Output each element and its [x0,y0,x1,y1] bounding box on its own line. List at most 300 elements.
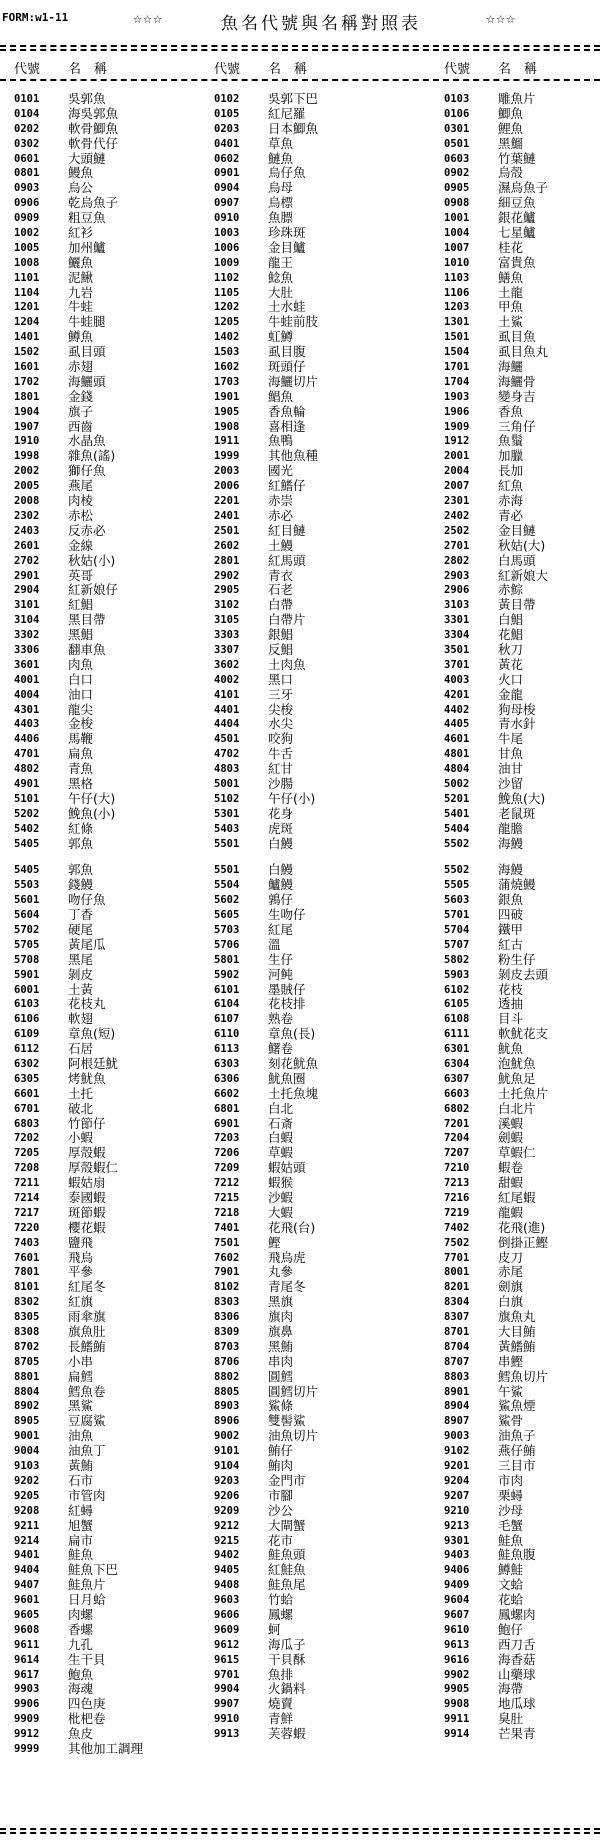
fish-name: 龍蝦 [498,1204,524,1220]
table-row [0,1682,600,1697]
fish-name: 海香菇 [498,1651,536,1667]
fish-name: 肉螺 [68,1606,94,1622]
fish-name: 皮刀 [498,1249,524,1265]
fish-code: 6111 [444,1028,470,1041]
fish-name: 龍尖 [68,701,94,717]
fish-name: 花飛(進) [498,1219,546,1235]
fish-name: 烤魷魚 [68,1070,106,1086]
fish-code: 0902 [444,167,470,180]
fish-name: 鶉仔 [268,892,294,908]
fish-name: 飛烏虎 [268,1249,306,1265]
table-row [0,628,600,643]
fish-name: 紅馬頭 [268,552,306,568]
fish-name: 油魚子 [498,1428,536,1444]
fish-code: 0907 [214,197,240,210]
table-row [0,953,600,968]
fish-name: 翻車魚 [68,641,106,657]
fish-name: 紅魚 [498,478,524,494]
fish-code: 5403 [214,822,240,835]
fish-code: 9206 [214,1489,240,1502]
column-header-row [0,58,600,78]
fish-code: 2301 [444,495,470,508]
fish-name: 扁魚 [68,746,94,762]
table-row [0,1310,600,1325]
fish-code: 7202 [14,1132,40,1145]
fish-name: 燕尾 [68,478,94,494]
table-row [0,1161,600,1176]
fish-name: 土水蛙 [268,299,306,315]
fish-code: 1801 [14,390,40,403]
form-label: FORM:w1-11 [2,11,69,24]
fish-name: 鱒鮭 [498,1562,524,1578]
table-row [0,494,600,509]
fish-code: 5102 [214,792,240,805]
fish-code: 2004 [444,465,470,478]
fish-name: 紅甘 [268,761,294,777]
fish-code: 8905 [14,1415,40,1428]
fish-name: 肉魚 [68,656,94,672]
fish-name: 珍珠斑 [268,225,306,241]
fish-name: 土肉魚 [268,656,306,672]
fish-code: 0302 [14,137,40,150]
fish-code: 5708 [14,953,40,966]
fish-code: 0103 [444,93,470,105]
fish-code: 5405 [14,864,40,877]
fish-name: 黑鯊 [68,1398,94,1414]
fish-name: 目斗 [498,1011,524,1027]
fish-code: 4401 [214,703,240,716]
fish-name: 旗鼻 [268,1324,294,1340]
fish-name: 虱目魚丸 [498,344,549,360]
table-row [0,92,600,107]
fish-name: 紅衫 [68,225,94,241]
fish-name: 火鍋料 [268,1681,306,1697]
fish-name: 海鱺切片 [268,373,319,389]
fish-code: 0901 [214,167,240,180]
fish-code: 8306 [214,1311,240,1324]
fish-code: 1704 [444,375,470,388]
fish-name: 鮪肉 [268,1458,294,1474]
fish-name: 烏標 [268,195,294,211]
table-row [0,1653,600,1668]
fish-name: 鱒魚 [68,329,94,345]
fish-code: 6306 [214,1072,240,1085]
fish-code: 9604 [444,1594,470,1607]
fish-name: 鳳螺肉 [498,1606,536,1622]
fish-name: 四破 [498,907,524,923]
fish-name: 七星鱸 [498,225,536,241]
fish-name: 金線 [68,537,94,553]
fish-name: 油魚切片 [268,1428,319,1444]
fish-code: 2702 [14,554,40,567]
table-row [0,673,600,688]
fish-code: 9908 [444,1698,470,1711]
fish-name: 鮪仔 [268,1443,294,1459]
fish-code: 9701 [214,1668,240,1681]
fish-code: 9999 [14,1742,40,1755]
fish-code: 8705 [14,1355,40,1368]
fish-name: 丁香 [68,907,94,923]
fish-code: 1005 [14,241,40,254]
fish-code: 5602 [214,894,240,907]
fish-code: 5706 [214,938,240,951]
fish-code: 1904 [14,405,40,418]
column-header-name-3: 名 稱 [498,62,538,77]
fish-name: 章魚(長) [268,1026,316,1042]
fish-name: 石居 [68,1041,94,1057]
fish-name: 軟骨代仔 [68,135,119,151]
fish-name: 鳳螺 [268,1606,294,1622]
fish-name: 赤海 [498,493,524,509]
fish-code: 6802 [444,1102,470,1115]
fish-code: 9202 [14,1474,40,1487]
fish-code: 7214 [14,1192,40,1205]
fish-code: 5501 [214,837,240,850]
table-row [0,792,600,807]
table-row [0,1072,600,1087]
fish-code: 8001 [444,1266,470,1279]
fish-code: 8802 [214,1370,240,1383]
fish-name: 虹鱒 [268,329,294,345]
fish-name: 魚排 [268,1666,294,1682]
fish-name: 鱸鰻 [268,877,294,893]
table-row [0,360,600,375]
fish-code: 5605 [214,909,240,922]
fish-code: 7201 [444,1117,470,1130]
fish-code: 1504 [444,346,470,359]
fish-name: 旗魚肚 [68,1324,106,1340]
fish-name: 黃鰭鮪 [498,1338,536,1354]
fish-code: 8308 [14,1326,40,1339]
fish-name: 紅鰭仔 [268,478,306,494]
fish-code: 2201 [214,495,240,508]
table-row [0,688,600,703]
fish-name: 反赤必 [68,522,106,538]
fish-code: 1911 [214,435,240,448]
fish-name: 牛蛙前肢 [268,314,319,330]
fish-name: 旗子 [68,403,94,419]
table-row [0,1102,600,1117]
fish-code: 5603 [444,894,470,907]
fish-code: 6108 [444,1013,470,1026]
fish-code: 1203 [444,301,470,314]
fish-code: 8201 [444,1281,470,1294]
fish-name: 九岩 [68,284,94,300]
fish-name: 竹葉鰱 [498,150,536,166]
fish-name: 黑口 [268,671,294,687]
fish-code: 0903 [14,182,40,195]
fish-name: 溪蝦 [498,1115,524,1131]
fish-name: 油魚 [68,1428,94,1444]
fish-code: 9210 [444,1504,470,1517]
fish-name: 吳郭魚 [68,91,106,106]
table-row [0,1534,600,1549]
fish-name: 虱目腹 [268,344,306,360]
fish-code: 1906 [444,405,470,418]
fish-name: 蒲燒鰻 [498,877,536,893]
fish-name: 魚鴨 [268,433,294,449]
fish-code: 2403 [14,524,40,537]
fish-name: 剝皮去頭 [498,966,549,982]
fish-name: 獅仔魚 [68,463,106,479]
fish-code: 0603 [444,152,470,165]
table-row [0,1325,600,1340]
fish-name: 鮭魚 [68,1547,94,1563]
fish-code: 1703 [214,375,240,388]
fish-name: 鯰魚 [268,269,294,285]
fish-code: 5505 [444,879,470,892]
fish-name: 鱈魚卷 [68,1383,106,1399]
fish-code: 3301 [444,614,470,627]
fish-code: 5903 [444,968,470,981]
table-row [0,893,600,908]
fish-name: 烏仔魚 [268,165,306,181]
fish-name: 倒掛正鰹 [498,1234,549,1250]
fish-name: 紅尾冬 [68,1279,106,1295]
fish-name: 黃花 [498,656,524,672]
fish-name: 海鰻 [498,835,524,851]
fish-code: 5502 [444,837,470,850]
fish-code: 6109 [14,1028,40,1041]
fish-code: 9605 [14,1608,40,1621]
fish-code: 7210 [444,1162,470,1175]
fish-code: 2001 [444,450,470,463]
fish-name: 圓鱈切片 [268,1383,319,1399]
table-row [0,390,600,405]
table-row [0,1355,600,1370]
fish-code: 9907 [214,1698,240,1711]
table-row [0,598,600,613]
fish-code: 1010 [444,256,470,269]
fish-code: 9607 [444,1608,470,1621]
fish-name: 鮭魚腹 [498,1547,536,1563]
fish-code: 6112 [14,1043,40,1056]
table-row [0,1474,600,1489]
fish-code: 8304 [444,1296,470,1309]
table-row [0,166,600,181]
table-row [0,1251,600,1266]
fish-code: 9103 [14,1460,40,1473]
table-row [0,1444,600,1459]
fish-name: 紅新娘仔 [68,582,119,598]
fish-code: 7209 [214,1162,240,1175]
fish-code: 4402 [444,703,470,716]
fish-name: 蝦姑扇 [68,1175,106,1191]
table-row [0,122,600,137]
bottom-double-dashed-rule [0,1828,600,1834]
fish-code: 1501 [444,331,470,344]
table-row [0,1727,600,1742]
table-row [0,330,600,345]
fish-name: 郭魚 [68,862,94,878]
fish-name: 英哥 [68,567,94,583]
fish-code: 3303 [214,629,240,642]
fish-name: 土鯊 [498,314,524,330]
fish-name: 其他魚種 [268,448,319,464]
fish-code: 1701 [444,361,470,374]
fish-code: 6602 [214,1087,240,1100]
fish-name: 鱰卷 [268,1041,294,1057]
fish-code: 1901 [214,390,240,403]
table-row [0,1265,600,1280]
fish-name: 旗肉 [268,1309,294,1325]
fish-name: 花枝丸 [68,996,106,1012]
fish-code: 5501 [214,864,240,877]
table-row [0,1742,600,1757]
fish-name: 海帶 [498,1681,524,1697]
fish-code: 4801 [444,748,470,761]
fish-name: 肉棱 [68,493,94,509]
table-row [0,539,600,554]
fish-code: 1103 [444,271,470,284]
table-row [0,554,600,569]
fish-name: 干貝酥 [268,1651,306,1667]
fish-code: 1503 [214,346,240,359]
fish-name: 油魚丁 [68,1443,106,1459]
fish-code: 4804 [444,763,470,776]
fish-code: 9910 [214,1713,240,1726]
fish-code: 8102 [214,1281,240,1294]
fish-code: 5405 [14,837,40,850]
fish-name: 水尖 [268,716,294,732]
fish-code: 9614 [14,1653,40,1666]
fish-code: 0203 [214,122,240,135]
fish-name: 豆腐鯊 [68,1413,106,1429]
fish-code: 8906 [214,1415,240,1428]
fish-name: 老鼠斑 [498,805,536,821]
fish-code: 5401 [444,807,470,820]
fish-code: 1602 [214,361,240,374]
fish-name: 黑尾 [68,951,94,967]
fish-code: 4002 [214,673,240,686]
fish-code: 4406 [14,733,40,746]
fish-code: 9403 [444,1549,470,1562]
fish-name: 圓鱈 [268,1368,294,1384]
fish-code: 6803 [14,1117,40,1130]
table-row [0,1712,600,1727]
fish-name: 泰國蝦 [68,1190,106,1206]
fish-code: 3105 [214,614,240,627]
fish-code: 6107 [214,1013,240,1026]
fish-name: 馬鞭 [68,731,94,747]
fish-name: 反鯧 [268,641,294,657]
fish-name: 三角仔 [498,418,536,434]
table-row [0,732,600,747]
fish-code: 5704 [444,923,470,936]
table-row [0,1429,600,1444]
fish-name: 白帶片 [268,612,306,628]
table-row [0,1623,600,1638]
fish-name: 雕魚片 [498,91,536,106]
fish-name: 加臘 [498,448,524,464]
fish-name: 白旗 [498,1294,524,1310]
fish-code: 9409 [444,1579,470,1592]
fish-code: 9102 [444,1445,470,1458]
fish-code: 1601 [14,361,40,374]
fish-name: 虱目頭 [68,344,106,360]
fish-code: 6104 [214,998,240,1011]
fish-name: 大肚 [268,284,294,300]
fish-code: 9911 [444,1713,470,1726]
table-row [0,1638,600,1653]
table-row [0,464,600,479]
fish-name: 紅古 [498,936,524,952]
fish-name: 鱈魚切片 [498,1368,549,1384]
column-header-code-1: 代號 [14,62,41,77]
fish-code: 8904 [444,1400,470,1413]
fish-code: 2802 [444,554,470,567]
fish-name: 花枝排 [268,996,306,1012]
fish-code: 9612 [214,1638,240,1651]
fish-name: 黃尾瓜 [68,936,106,952]
fish-name: 赤松 [68,507,94,523]
fish-name: 赤崇 [268,493,294,509]
fish-name: 午仔(大) [68,790,116,806]
fish-code: 9215 [214,1534,240,1547]
fish-code: 3307 [214,643,240,656]
fish-code: 7204 [444,1132,470,1145]
fish-code: 1008 [14,256,40,269]
fish-name: 沙留 [498,775,524,791]
fish-name: 紅旗 [68,1294,94,1310]
fish-name: 錢鰻 [68,877,94,893]
table-row [0,1697,600,1712]
fish-code: 5801 [214,953,240,966]
fish-code: 5701 [444,909,470,922]
fish-name: 牛蛙腿 [68,314,106,330]
fish-code: 5604 [14,909,40,922]
fish-code: 1401 [14,331,40,344]
fish-name: 牛尾 [498,731,524,747]
fish-name: 斑節蝦 [68,1204,106,1220]
fish-code: 2502 [444,524,470,537]
fish-name: 魚皮 [68,1726,94,1742]
fish-code: 9603 [214,1594,240,1607]
fish-name: 赤翅 [68,359,94,375]
fish-code: 3302 [14,629,40,642]
fish-code: 0401 [214,137,240,150]
fish-code: 5001 [214,777,240,790]
table-row [0,822,600,837]
fish-name: 白鯧 [498,612,524,628]
fish-code: 4701 [14,748,40,761]
fish-code: 1001 [444,212,470,225]
fish-code: 9905 [444,1683,470,1696]
fish-name: 枇杷卷 [68,1711,106,1727]
fish-code: 0104 [14,107,40,120]
fish-code: 1702 [14,375,40,388]
fish-name: 日本鯽魚 [268,120,319,136]
fish-code: 9201 [444,1460,470,1473]
fish-code: 8307 [444,1311,470,1324]
fish-code: 9902 [444,1668,470,1681]
fish-code: 8903 [214,1400,240,1413]
fish-code: 0909 [14,212,40,225]
fish-name: 鮑仔 [498,1621,524,1637]
fish-name: 紅鯧 [68,597,94,613]
fish-code: 9913 [214,1728,240,1741]
fish-code: 9213 [444,1519,470,1532]
fish-code: 1009 [214,256,240,269]
fish-name: 蚵 [268,1621,281,1637]
fish-name: 芙蓉蝦 [268,1726,306,1742]
fish-name: 鮭魚下巴 [68,1562,119,1578]
fish-name: 龍王 [268,254,294,270]
fish-name: 軟翅 [68,1011,94,1027]
fish-name: 阿根廷魷 [68,1056,119,1071]
fish-code: 7207 [444,1147,470,1160]
fish-name: 土黃 [68,981,94,997]
